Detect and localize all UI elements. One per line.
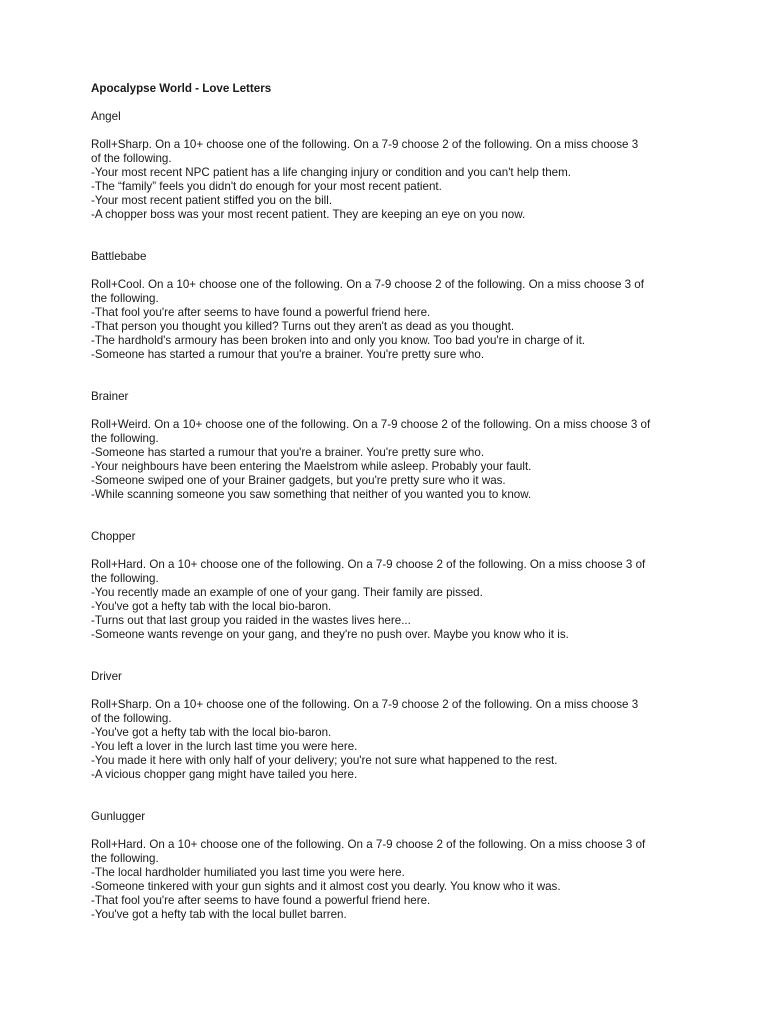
section-gunlugger [91,810,691,922]
section-spacer [91,222,691,250]
option-list [91,166,691,222]
document-title: Apocalypse World - Love Letters [91,82,272,95]
list-item: -A chopper boss was your most recent patient. They are keeping an eye on you now. [91,208,526,221]
list-item: -The “family” feels you didn't do enough for your most recent patient. [91,180,442,193]
section-intro: Roll+Weird. On a 10+ choose one of the following. On a 7-9 choose 2 of the following. On a miss choose 3 of the following. [91,418,651,445]
list-item: -Your most recent patient stiffed you on the bill. [91,194,333,207]
list-item: -You've got a hefty tab with the local bio-baron. [91,726,332,739]
list-item: -That person you thought you killed? Turns out they aren't as dead as you thought. [91,320,515,333]
list-item: -You made it here with only half of your delivery; you're not sure what happened to the rest. [91,754,558,767]
section-battlebabe [91,250,691,362]
section-angel [91,110,691,222]
list-item: -The local hardholder humiliated you last time you were here. [91,866,405,879]
list-item: -While scanning someone you saw something that neither of you wanted you to know. [91,488,532,501]
section-intro: Roll+Hard. On a 10+ choose one of the following. On a 7-9 choose 2 of the following. On a miss choose 3 of the following. [91,838,646,865]
option-list [91,306,691,362]
list-item: -You've got a hefty tab with the local bio-baron. [91,600,332,613]
list-item: -You recently made an example of one of your gang. Their family are pissed. [91,586,483,599]
section-spacer [91,782,691,810]
list-item: -Your neighbours have been entering the Maelstrom while asleep. Probably your fault. [91,460,532,473]
section-heading: Angel [91,110,121,123]
list-item: -The hardhold's armoury has been broken into and only you know. Too bad you're in charge of it. [91,334,586,347]
section-driver [91,670,691,782]
section-spacer [91,362,691,390]
option-list [91,726,691,782]
list-item: -Turns out that last group you raided in the wastes lives here... [91,614,411,627]
option-list [91,586,691,642]
list-item: -A vicious chopper gang might have tailed you here. [91,768,358,781]
section-spacer [91,642,691,670]
section-intro: Roll+Sharp. On a 10+ choose one of the following. On a 7-9 choose 2 of the following. On a miss choose 3 of the following. [91,698,639,725]
section-heading: Gunlugger [91,810,146,823]
section-intro: Roll+Hard. On a 10+ choose one of the following. On a 7-9 choose 2 of the following. On a miss choose 3 of the following. [91,558,646,585]
list-item: -That fool you're after seems to have found a powerful friend here. [91,306,431,319]
section-brainer [91,390,691,502]
option-list [91,866,691,922]
option-list [91,446,691,502]
list-item: -Someone swiped one of your Brainer gadgets, but you're pretty sure who it was. [91,474,506,487]
list-item: -Your most recent NPC patient has a life changing injury or condition and you can't help them. [91,166,571,179]
list-item: -That fool you're after seems to have found a powerful friend here. [91,894,431,907]
section-intro: Roll+Sharp. On a 10+ choose one of the following. On a 7-9 choose 2 of the following. On a miss choose 3 of the following. [91,138,639,165]
list-item: -You left a lover in the lurch last time you were here. [91,740,358,753]
section-chopper [91,530,691,642]
list-item: -You've got a hefty tab with the local bullet barren. [91,908,347,921]
section-heading: Brainer [91,390,129,403]
document-page [91,82,691,922]
list-item: -Someone has started a rumour that you're a brainer. You're pretty sure who. [91,348,485,361]
section-heading: Driver [91,670,122,683]
section-heading: Chopper [91,530,136,543]
list-item: -Someone has started a rumour that you're a brainer. You're pretty sure who. [91,446,485,459]
section-spacer [91,502,691,530]
list-item: -Someone tinkered with your gun sights and it almost cost you dearly. You know who it was. [91,880,561,893]
section-intro: Roll+Cool. On a 10+ choose one of the following. On a 7-9 choose 2 of the following. On a miss choose 3 of the following. [91,278,644,305]
section-heading: Battlebabe [91,250,147,263]
list-item: -Someone wants revenge on your gang, and they're no push over. Maybe you know who it is. [91,628,569,641]
